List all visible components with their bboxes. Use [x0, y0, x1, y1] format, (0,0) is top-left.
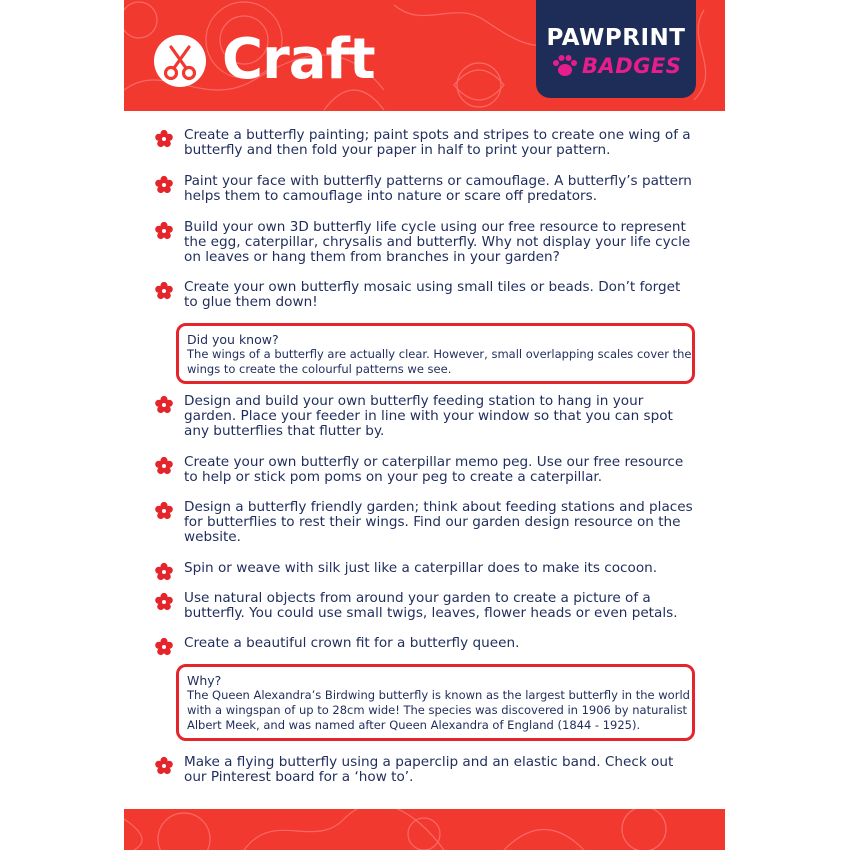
flower-bullet-icon — [154, 637, 174, 657]
fact-box-title: Did you know? — [187, 332, 279, 347]
footer-banner — [124, 809, 725, 850]
fact-box-body: The Queen Alexandra’s Birdwing butterfly is known as the largest butterfly in the world with a wingspan of up to 28cm wide! The species was discovered in 1906 by naturalist Albert Meek, and was named after Queen Alexandra of England (1844 - 1925). — [187, 688, 690, 732]
flower-bullet-icon — [154, 501, 174, 521]
item-text: Spin or weave with silk just like a caterpillar does to make its cocoon. — [184, 560, 658, 576]
item-text: Use natural objects from around your garden to create a picture of a butterfly. You could use small twigs, leaves, flower heads or even petals. — [184, 590, 678, 621]
item-text: Build your own 3D butterfly life cycle using our free resource to represent the egg, caterpillar, chrysalis and butterfly. Why not display your life cycle on leaves or hang them from branches in your garden? — [184, 219, 691, 265]
item-text: Design and build your own butterfly feeding station to hang in your garden. Place your feeder in line with your window so that you can spot any butterflies that flutter by. — [184, 393, 673, 439]
flower-bullet-icon — [154, 221, 174, 241]
paw-icon — [552, 54, 578, 78]
scissors-icon-badge — [154, 35, 206, 87]
brand-bottom: BADGES — [582, 54, 682, 78]
floral-pattern — [124, 809, 725, 850]
item-text: Create your own butterfly mosaic using small tiles or beads. Don’t forget to glue them down! — [184, 279, 681, 310]
fact-box-why — [176, 664, 695, 741]
flower-bullet-icon — [154, 756, 174, 776]
flower-bullet-icon — [154, 281, 174, 301]
flower-bullet-icon — [154, 456, 174, 476]
item-text: Paint your face with butterfly patterns or camouflage. A butterfly’s pattern helps them to camouflage into nature or scare off predators. — [184, 173, 692, 204]
page-title: Craft — [222, 27, 375, 92]
flower-bullet-icon — [154, 592, 174, 612]
fact-box-body: The wings of a butterfly are actually clear. However, small overlapping scales cover the wings to create the colourful patterns we see. — [187, 347, 692, 376]
item-text: Create a beautiful crown fit for a butterfly queen. — [184, 635, 520, 651]
header-banner — [124, 0, 725, 111]
page — [124, 0, 725, 850]
fact-box-did-you-know — [176, 323, 695, 384]
flower-bullet-icon — [154, 129, 174, 149]
brand-logo — [536, 0, 696, 98]
item-text: Create a butterfly painting; paint spots and stripes to create one wing of a butterfly and then fold your paper in half to print your pattern. — [184, 127, 691, 158]
fact-box-title: Why? — [187, 673, 222, 688]
flower-bullet-icon — [154, 395, 174, 415]
item-text: Create your own butterfly or caterpillar memo peg. Use our free resource to help or stick pom poms on your peg to create a caterpillar. — [184, 454, 684, 485]
flower-bullet-icon — [154, 175, 174, 195]
flower-bullet-icon — [154, 562, 174, 582]
item-text: Make a flying butterfly using a paperclip and an elastic band. Check out our Pinterest board for a ‘how to’. — [184, 754, 674, 785]
brand-top: PAWPRINT — [546, 25, 686, 51]
item-text: Design a butterfly friendly garden; think about feeding stations and places for butterflies to rest their wings. Find our garden design resource on the website. — [184, 499, 693, 545]
scissors-icon — [154, 35, 206, 87]
brand-bottom-wrap — [552, 52, 692, 80]
